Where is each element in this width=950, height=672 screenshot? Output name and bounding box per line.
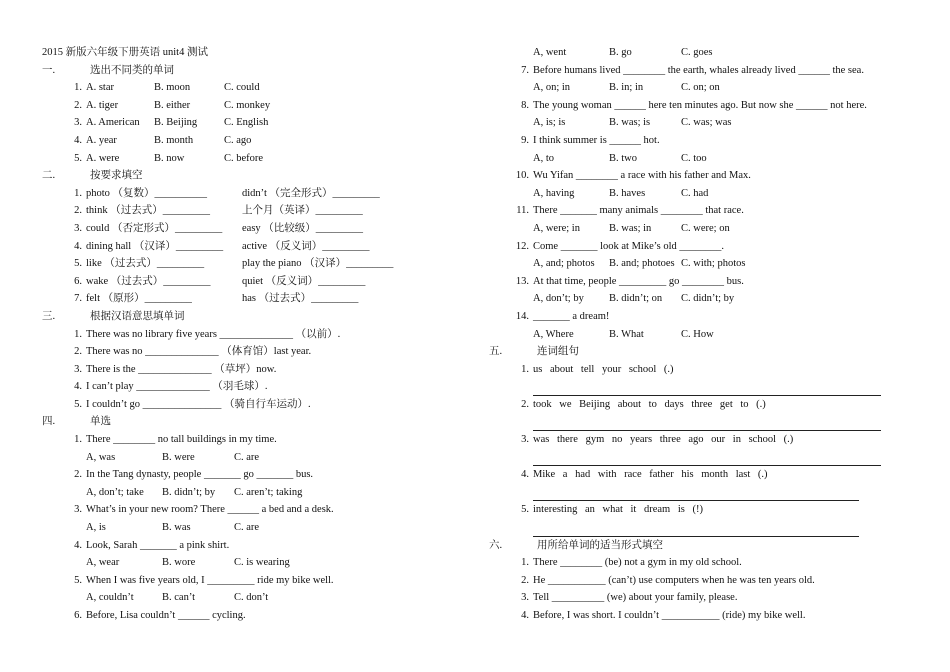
sec4-options — [42, 484, 462, 502]
option-a: A. star — [86, 82, 114, 94]
item-number: 1. — [74, 82, 82, 94]
section-6-list — [489, 554, 919, 624]
section-3-heading: 三. 根据汉语意思填单词 — [42, 310, 185, 322]
option-b: B. moon — [154, 82, 191, 94]
answer-rule[interactable] — [533, 418, 881, 431]
item-text: I couldn’t go _______________ （骑自行车运动）. — [86, 398, 311, 410]
sec4-question — [42, 572, 462, 590]
sec3-item — [42, 396, 462, 414]
option-c: C. too — [681, 152, 707, 164]
answer-rule[interactable] — [533, 488, 859, 501]
sec2-item — [42, 273, 462, 291]
item-number: 1. — [74, 434, 82, 446]
section-1-list — [42, 79, 462, 167]
sec1-item — [42, 79, 462, 97]
option-a: A. American — [86, 117, 140, 129]
sec4-question — [42, 537, 462, 555]
answer-line[interactable] — [489, 519, 919, 537]
sec6-item — [489, 589, 919, 607]
option-b: B. now — [154, 152, 185, 164]
option-a: A, on; in — [533, 82, 571, 94]
sec4-options — [489, 255, 919, 273]
sec5-item — [489, 501, 919, 519]
question-text: In the Tang dynasty, people _______ go _______ bus. — [86, 469, 314, 481]
option-a: A, and; photos — [533, 258, 595, 270]
item-number: 4. — [74, 381, 82, 393]
item-number: 1. — [521, 363, 529, 375]
question-text: What’s in your new room? There ______ a bed and a desk. — [86, 504, 334, 516]
item-number: 2. — [74, 205, 82, 217]
item-text: He ___________ (can’t) use computers when he was ten years old. — [533, 574, 815, 586]
section-2-heading: 二. 按要求填空 — [42, 170, 143, 182]
option-a: A, is; is — [533, 117, 566, 129]
sec4-options — [42, 449, 462, 467]
option-b: B. didn’t; on — [609, 293, 663, 305]
sec4-options — [42, 519, 462, 537]
sec5-item — [489, 396, 919, 414]
option-b: B. wore — [162, 557, 196, 569]
fill-left: like （过去式）_________ — [86, 258, 205, 270]
option-a: A, don’t; by — [533, 293, 584, 305]
option-c: C. ago — [224, 134, 252, 146]
option-b: B. didn’t; by — [162, 486, 216, 498]
sec1-item — [42, 97, 462, 115]
section-3-list — [42, 326, 462, 414]
answer-line[interactable] — [489, 378, 919, 396]
item-text: There ________ (be) not a gym in my old school. — [533, 557, 742, 569]
item-number: 4. — [74, 539, 82, 551]
option-c: C. before — [224, 152, 264, 164]
section-2-list — [42, 185, 462, 308]
sec2-item — [42, 255, 462, 273]
sec4-options — [42, 554, 462, 572]
option-b: B. was; in — [609, 222, 652, 234]
item-number: 3. — [74, 363, 82, 375]
option-c: C. were; on — [681, 222, 730, 234]
sec3-item — [42, 343, 462, 361]
item-number: 1. — [74, 187, 82, 199]
question-text: Come _______ look at Mike’s old ________. — [533, 240, 725, 252]
item-number: 5. — [74, 258, 82, 270]
section-4-heading: 四. 单选 — [42, 416, 111, 428]
answer-line[interactable] — [489, 413, 919, 431]
sec4-options — [42, 589, 462, 607]
question-text: At that time, people _________ go ________ bus. — [533, 275, 744, 287]
item-number: 4. — [521, 610, 529, 621]
answer-line[interactable] — [489, 484, 919, 502]
sec4-options — [489, 114, 919, 132]
fill-right: easy （比较级）_________ — [242, 222, 364, 234]
option-c: C. could — [224, 82, 260, 94]
sec3-item — [42, 378, 462, 396]
fill-right: has （过去式）_________ — [242, 293, 359, 305]
sec6-item — [489, 554, 919, 572]
item-number: 2. — [74, 469, 82, 481]
item-text: I can’t play ______________ （羽毛球）. — [86, 381, 268, 393]
sec5-item — [489, 361, 919, 379]
fill-left: dining hall （汉译）_________ — [86, 240, 224, 252]
section-4-list-left — [42, 431, 462, 625]
option-a: A. tiger — [86, 99, 119, 111]
item-number: 4. — [74, 134, 82, 146]
item-number: 2. — [74, 99, 82, 111]
sec4-question — [489, 167, 919, 185]
option-a: A, having — [533, 187, 575, 199]
option-a: A, wear — [86, 557, 120, 569]
item-text: Tell __________ (we) about your family, please. — [533, 592, 738, 604]
option-b: B. two — [609, 152, 638, 164]
fill-right: quiet （反义词）_________ — [242, 275, 366, 287]
sec6-item — [489, 607, 919, 625]
question-text: There _______ many animals ________ that race. — [533, 205, 744, 217]
section-4-list-right — [489, 44, 919, 343]
question-text: There ________ no tall buildings in my time. — [86, 434, 277, 446]
item-number: 3. — [74, 504, 82, 516]
question-text: Before, Lisa couldn’t ______ cycling. — [86, 610, 246, 621]
sec2-item — [42, 220, 462, 238]
fill-right: didn’t （完全形式）_________ — [242, 187, 380, 199]
sec3-item — [42, 361, 462, 379]
item-number: 12. — [515, 240, 529, 252]
option-c: C. is wearing — [234, 557, 290, 569]
sec4-options — [489, 290, 919, 308]
option-a: A, don’t; take — [86, 486, 144, 498]
option-b: B. haves — [609, 187, 646, 199]
item-number: 13. — [515, 275, 529, 287]
answer-line[interactable] — [489, 449, 919, 467]
item-number: 5. — [521, 504, 529, 516]
item-number: 1. — [521, 557, 529, 569]
option-a: A, was — [86, 451, 116, 463]
option-b: B. month — [154, 134, 194, 146]
option-b: B. and; photoes — [609, 258, 675, 270]
fill-right: 上个月（英译）_________ — [242, 205, 363, 217]
item-number: 4. — [74, 240, 82, 252]
section-5-heading: 五. 连词组句 — [489, 346, 579, 358]
item-number: 7. — [74, 293, 82, 305]
item-number: 9. — [521, 134, 529, 146]
fill-left: wake （过去式）_________ — [86, 275, 211, 287]
scrambled-words: interesting an what it dream is (!) — [533, 504, 703, 516]
item-number: 2. — [521, 574, 529, 586]
item-text: There is the ______________ （草坪）now. — [86, 363, 277, 375]
item-text: There was no ______________ （体育馆）last year. — [86, 346, 312, 358]
option-c: C. aren’t; taking — [234, 486, 303, 498]
option-b: B. in; in — [609, 82, 644, 94]
right-column — [489, 44, 919, 625]
sec4-question — [489, 273, 919, 291]
sec4-question — [42, 431, 462, 449]
option-c: C. goes — [681, 47, 713, 58]
option-c: C. monkey — [224, 99, 271, 111]
sec4-options — [489, 185, 919, 203]
item-text: Before, I was short. I couldn’t ___________ (ride) my bike well. — [533, 610, 806, 621]
fill-left: could （否定形式）_________ — [86, 222, 223, 234]
question-text: I think summer is ______ hot. — [533, 134, 660, 146]
option-c: C. had — [681, 187, 709, 199]
item-number: 8. — [521, 99, 529, 111]
sec4-options — [489, 326, 919, 344]
option-c: C. don’t — [234, 592, 269, 604]
question-text: When I was five years old, I _________ ride my bike well. — [86, 574, 334, 586]
option-c: C. are — [234, 522, 260, 534]
sec2-item — [42, 290, 462, 308]
option-c: C. with; photos — [681, 258, 746, 270]
item-number: 5. — [74, 398, 82, 410]
answer-rule[interactable] — [533, 453, 881, 466]
item-number: 10. — [515, 170, 529, 182]
scrambled-words: Mike a had with race father his month last (.) — [533, 469, 768, 481]
fill-right: play the piano （汉译）_________ — [242, 258, 394, 270]
option-c: C. English — [224, 117, 269, 129]
option-b: B. either — [154, 99, 191, 111]
sec4-question — [489, 132, 919, 150]
item-number: 1. — [74, 328, 82, 340]
worksheet-title: 2015 新版六年级下册英语 unit4 测试 — [42, 47, 208, 58]
item-text: There was no library five years ______________ （以前）. — [86, 328, 341, 340]
item-number: 7. — [521, 64, 529, 76]
item-number: 5. — [74, 574, 82, 586]
item-number: 4. — [521, 469, 529, 481]
option-a: A. were — [86, 152, 120, 164]
section-1-heading: 一. 选出不同类的单词 — [42, 64, 174, 76]
item-number: 2. — [74, 346, 82, 358]
option-c: C. How — [681, 328, 714, 340]
scrambled-words: was there gym no years three ago our in school (.) — [533, 434, 794, 446]
option-a: A, were; in — [533, 222, 580, 234]
sec3-item — [42, 326, 462, 344]
question-text: Look, Sarah _______ a pink shirt. — [86, 539, 230, 551]
sec4-question — [489, 238, 919, 256]
sec6-item — [489, 572, 919, 590]
option-c: C. are — [234, 451, 260, 463]
option-b: B. What — [609, 328, 644, 340]
option-c: C. was; was — [681, 117, 732, 129]
fill-left: felt （原形）_________ — [86, 293, 192, 305]
item-number: 6. — [74, 275, 82, 287]
sec4-options — [489, 44, 919, 62]
item-number: 3. — [521, 434, 529, 446]
sec5-item — [489, 466, 919, 484]
question-text: _______ a dream! — [533, 310, 610, 322]
sec4-question — [489, 202, 919, 220]
sec2-item — [42, 202, 462, 220]
sec2-item — [42, 185, 462, 203]
option-b: B. was — [162, 522, 191, 534]
item-number: 3. — [74, 117, 82, 129]
item-number: 11. — [516, 205, 529, 217]
option-c: C. didn’t; by — [681, 293, 735, 305]
item-number: 14. — [515, 310, 529, 322]
option-a: A, couldn’t — [86, 592, 134, 604]
option-a: A, is — [86, 522, 106, 534]
section-6-heading: 六. 用所给单词的适当形式填空 — [489, 539, 663, 551]
fill-left: think （过去式）_________ — [86, 205, 210, 217]
item-number: 5. — [74, 152, 82, 164]
question-text: Wu Yifan ________ a race with his father and Max. — [533, 170, 751, 182]
section-5-list — [489, 361, 919, 537]
option-c: C. on; on — [681, 82, 720, 94]
item-number: 3. — [521, 592, 529, 604]
option-b: B. can’t — [162, 592, 196, 604]
sec4-question — [489, 62, 919, 80]
option-b: B. was; is — [609, 117, 651, 129]
option-a: A, Where — [533, 328, 574, 340]
sec2-item — [42, 238, 462, 256]
option-b: B. Beijing — [154, 117, 198, 129]
question-text: Before humans lived ________ the earth, whales already lived ______ the sea. — [533, 64, 864, 76]
answer-rule[interactable] — [533, 383, 881, 396]
option-b: B. were — [162, 451, 195, 463]
sec4-options — [489, 150, 919, 168]
item-number: 6. — [74, 610, 82, 621]
scrambled-words: took we Beijing about to days three get to (.) — [533, 398, 766, 410]
sec4-question — [42, 501, 462, 519]
option-a: A. year — [86, 134, 117, 146]
sec4-question — [489, 97, 919, 115]
sec4-question — [42, 466, 462, 484]
sec4-options — [489, 220, 919, 238]
fill-right: active （反义词）_________ — [242, 240, 370, 252]
item-number: 2. — [521, 398, 529, 410]
item-number: 3. — [74, 222, 82, 234]
sec4-options — [489, 79, 919, 97]
sec5-item — [489, 431, 919, 449]
question-text: The young woman ______ here ten minutes ago. But now she ______ not here. — [533, 99, 867, 111]
answer-rule[interactable] — [533, 524, 859, 537]
fill-left: photo （复数）__________ — [86, 187, 208, 199]
sec4-question — [42, 607, 462, 625]
option-b: B. go — [609, 47, 632, 58]
sec1-item — [42, 132, 462, 150]
option-a: A, went — [533, 47, 567, 58]
sec4-question — [489, 308, 919, 326]
sec1-item — [42, 150, 462, 168]
sec1-item — [42, 114, 462, 132]
scrambled-words: us about tell your school (.) — [533, 363, 674, 375]
option-a: A, to — [533, 152, 554, 164]
left-column — [42, 44, 462, 625]
